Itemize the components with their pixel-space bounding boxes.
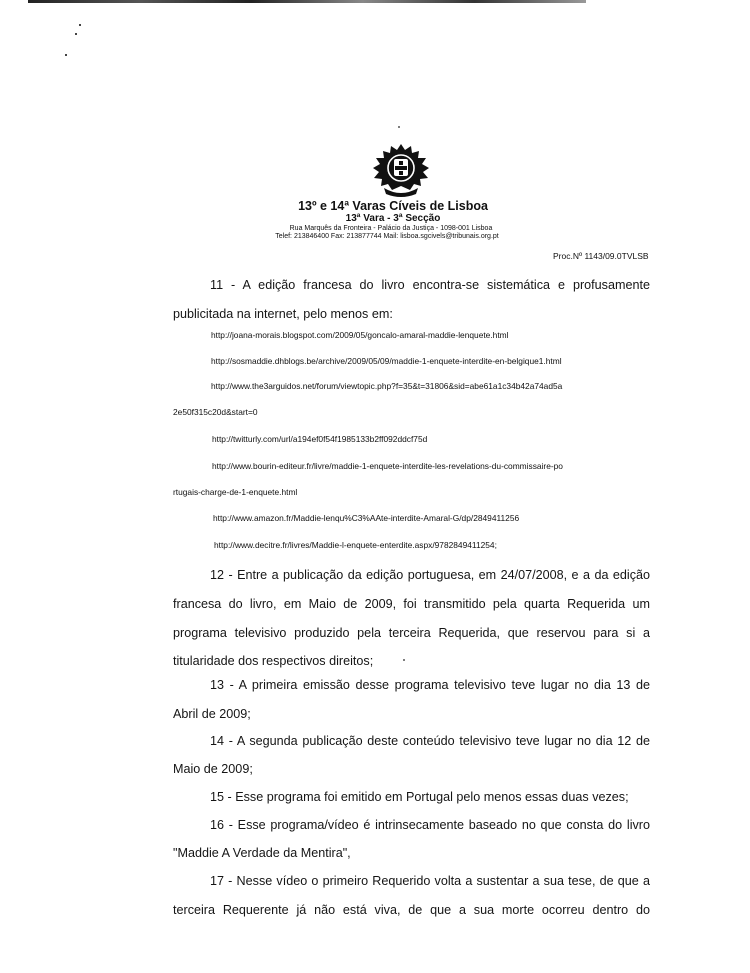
url-link-continuation[interactable]: 2e50f315c20d&start=0 xyxy=(173,407,258,417)
scan-speck xyxy=(75,33,77,35)
paragraph-17-line-2: terceira Requerente já não está viva, de que a sua morte ocorreu dentro do xyxy=(173,903,650,917)
process-number: Proc.Nº 1143/09.0TVLSB xyxy=(553,251,649,261)
paragraph-11-line-1: 11 - A edição francesa do livro encontra-se sistemática e profusamente xyxy=(210,278,650,292)
scan-top-border xyxy=(28,0,586,3)
paragraph-12-line-1: 12 - Entre a publicação da edição portuguesa, em 24/07/2008, e a da edição xyxy=(210,568,650,582)
court-contacts: Telef: 213846400 Fax: 213877744 Mail: lisboa.sgcivels@tribunais.org.pt xyxy=(275,233,499,240)
url-link[interactable]: http://www.the3arguidos.net/forum/viewtopic.php?f=35&t=31806&sid=abe61a1c34b42a74ad5a xyxy=(211,381,563,391)
paragraph-12-line-2: francesa do livro, em Maio de 2009, foi transmitido pela quarta Requerida um xyxy=(173,597,650,611)
paragraph-14-line-2: Maio de 2009; xyxy=(173,762,253,776)
paragraph-12-line-3: programa televisivo produzido pela terceira Requerida, que reservou para si a xyxy=(173,626,650,640)
url-link[interactable]: http://twitturly.com/url/a194ef0f54f1985133b2ff092ddcf75d xyxy=(212,434,428,444)
paragraph-16-line-1: 16 - Esse programa/vídeo é intrinsecamente baseado no que consta do livro xyxy=(210,818,650,832)
paragraph-13-line-1: 13 - A primeira emissão desse programa televisivo teve lugar no dia 13 de xyxy=(210,678,650,692)
court-name: 13º e 14ª Varas Cíveis de Lisboa xyxy=(298,199,488,213)
paragraph-14-line-1: 14 - A segunda publicação deste conteúdo televisivo teve lugar no dia 12 de xyxy=(210,734,650,748)
url-link[interactable]: http://www.bourin-editeur.fr/livre/maddie-1-enquete-interdite-les-revelations-du-commissaire-po xyxy=(212,461,563,471)
paragraph-15-line-1: 15 - Esse programa foi emitido em Portugal pelo menos essas duas vezes; xyxy=(210,790,629,804)
paragraph-13-line-2: Abril de 2009; xyxy=(173,707,251,721)
court-section: 13ª Vara - 3ª Secção xyxy=(345,213,441,224)
url-link[interactable]: http://www.amazon.fr/Maddie-lenqu%C3%AAte-interdite-Amaral-G/dp/2849411256 xyxy=(213,513,520,523)
scan-speck xyxy=(79,24,81,26)
portuguese-coat-of-arms-icon xyxy=(370,142,432,198)
url-link[interactable]: http://www.decitre.fr/livres/Maddie-l-enquete-enterdite.aspx/9782849411254; xyxy=(214,540,497,550)
scan-speck xyxy=(65,54,67,56)
paragraph-16-line-2: "Maddie A Verdade da Mentira", xyxy=(173,846,351,860)
paragraph-17-line-1: 17 - Nesse vídeo o primeiro Requerido volta a sustentar a sua tese, de que a xyxy=(210,874,650,888)
court-address: Rua Marquês da Fronteira - Palácio da Justiça - 1098-001 Lisboa xyxy=(289,225,493,232)
paragraph-12-line-4: titularidade dos respectivos direitos; xyxy=(173,654,374,668)
url-link[interactable]: http://sosmaddie.dhblogs.be/archive/2009/05/09/maddie-1-enquete-interdite-en-belgique1.html xyxy=(211,356,562,366)
scan-speck xyxy=(403,659,405,661)
paragraph-11-line-2: publicitada na internet, pelo menos em: xyxy=(173,307,393,321)
url-link[interactable]: http://joana-morais.blogspot.com/2009/05/goncalo-amaral-maddie-lenquete.html xyxy=(211,330,509,340)
scan-speck xyxy=(398,126,400,128)
url-link-continuation[interactable]: rtugais-charge-de-1-enquete.html xyxy=(173,487,298,497)
